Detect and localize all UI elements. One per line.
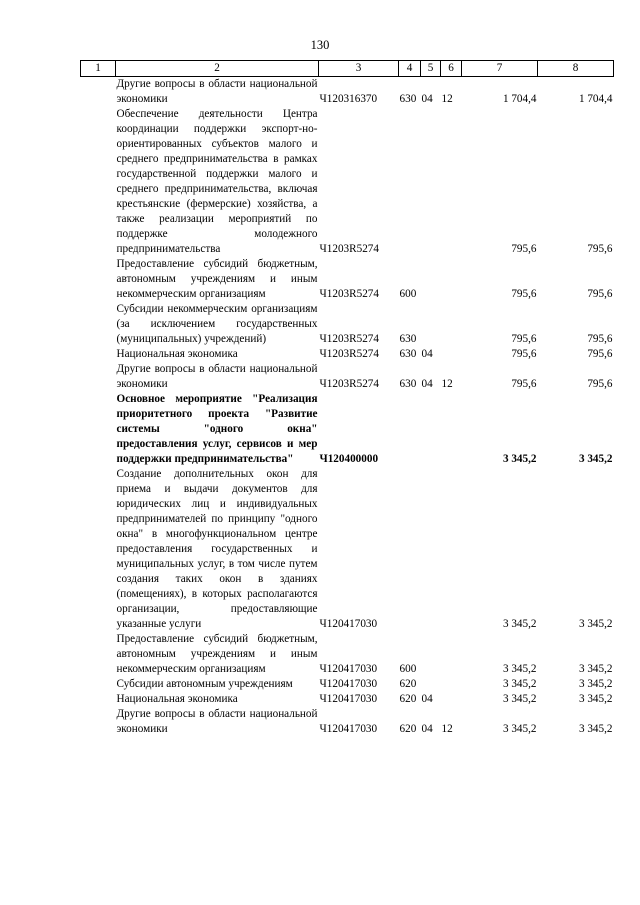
table-row — [81, 107, 614, 257]
row-col-6 — [441, 677, 462, 692]
page-number: 130 — [310, 38, 330, 52]
row-code: Ч1203R5274 — [319, 288, 379, 300]
row-col-5 — [421, 677, 441, 692]
row-code: Ч120417030 — [319, 693, 378, 705]
table-row — [81, 632, 614, 677]
row-col-1 — [81, 77, 116, 108]
row-col-4: 620 — [399, 678, 417, 690]
row-col-4: 620 — [399, 723, 417, 735]
row-name: Создание дополнительных окон для приема и выдачи документов для юридических лиц и индивидуальных предпринимателей по принципу "одного окна" в многофункциональном центре предоставления государственных и муниципальных услуг, в том числе путем создания таких окон в зданиях (помещениях), в которых располагаются организации, предоставляющие указанные услуги — [116, 468, 318, 630]
row-col-8: 3 345,2 — [578, 678, 613, 690]
row-col-5 — [421, 392, 441, 467]
row-col-4: 600 — [399, 663, 417, 675]
row-name: Предоставление субсидий бюджетным, автономным учреждениям и иным некоммерческим организациям — [116, 633, 318, 675]
table-row — [81, 362, 614, 392]
row-col-4: 630 — [399, 348, 417, 360]
row-col-6 — [441, 302, 462, 347]
row-name: Основное мероприятие "Реализация приоритетного проекта "Развитие системы "одного окна" предоставления услуг, сервисов и мер поддержки предпринимательства" — [116, 393, 318, 465]
row-col-1 — [81, 392, 116, 467]
row-code: Ч1203R5274 — [319, 378, 379, 390]
table-row — [81, 467, 614, 632]
row-name: Субсидии некоммерческим организациям (за исключением государственных (муниципальных) учреждений) — [116, 303, 318, 345]
row-col-4: 630 — [399, 93, 417, 105]
row-col-7: 3 345,2 — [502, 723, 537, 735]
row-col-1 — [81, 107, 116, 257]
row-col-6 — [441, 347, 462, 362]
table-row — [81, 707, 614, 737]
table-row — [81, 257, 614, 302]
row-code: Ч120400000 — [319, 453, 379, 465]
row-col-1 — [81, 347, 116, 362]
row-col-6: 12 — [441, 93, 453, 105]
row-col-1 — [81, 467, 116, 632]
row-col-8: 3 345,2 — [578, 663, 613, 675]
row-col-5: 04 — [421, 693, 433, 705]
row-col-8: 3 345,2 — [578, 693, 613, 705]
row-col-7: 1 704,4 — [502, 93, 537, 105]
table-row — [81, 392, 614, 467]
table-row — [81, 77, 614, 108]
row-col-4 — [399, 392, 421, 467]
row-col-1 — [81, 677, 116, 692]
row-col-7: 795,6 — [511, 243, 537, 255]
header-col-4: 4 — [399, 61, 421, 77]
row-col-6 — [441, 692, 462, 707]
row-code: Ч120417030 — [319, 618, 378, 630]
row-name: Другие вопросы в области национальной экономики — [116, 708, 318, 735]
row-col-5: 04 — [421, 378, 433, 390]
row-col-8: 795,6 — [587, 348, 613, 360]
row-col-7: 795,6 — [511, 288, 537, 300]
row-name: Другие вопросы в области национальной экономики — [116, 78, 318, 105]
row-col-8: 3 345,2 — [578, 618, 613, 630]
row-name: Другие вопросы в области национальной экономики — [116, 363, 318, 390]
row-col-7: 3 345,2 — [502, 453, 537, 465]
row-col-1 — [81, 632, 116, 677]
row-name: Предоставление субсидий бюджетным, автономным учреждениям и иным некоммерческим организациям — [116, 258, 318, 300]
row-name: Национальная экономика — [116, 693, 238, 705]
header-row — [81, 61, 614, 77]
header-col-8: 8 — [538, 61, 614, 77]
header-col-1: 1 — [81, 61, 116, 77]
row-col-1 — [81, 707, 116, 737]
row-col-5: 04 — [421, 723, 433, 735]
header-col-6: 6 — [441, 61, 462, 77]
table-row — [81, 302, 614, 347]
row-code: Ч1203R5274 — [319, 348, 379, 360]
row-col-6 — [441, 257, 462, 302]
row-col-5: 04 — [421, 93, 433, 105]
row-col-7: 795,6 — [511, 378, 537, 390]
row-code: Ч1203R5274 — [319, 333, 379, 345]
row-col-7: 3 345,2 — [502, 693, 537, 705]
row-col-8: 3 345,2 — [578, 723, 613, 735]
row-col-1 — [81, 362, 116, 392]
row-col-1 — [81, 257, 116, 302]
row-col-8: 795,6 — [587, 243, 613, 255]
row-col-5 — [421, 467, 441, 632]
table-row — [81, 347, 614, 362]
header-col-3: 3 — [319, 61, 399, 77]
row-col-5 — [421, 257, 441, 302]
row-code: Ч120417030 — [319, 723, 378, 735]
row-code: Ч1203R5274 — [319, 243, 379, 255]
row-col-5: 04 — [421, 348, 433, 360]
row-col-1 — [81, 302, 116, 347]
row-col-6: 12 — [441, 723, 453, 735]
row-col-7: 795,6 — [511, 348, 537, 360]
row-col-6 — [441, 392, 462, 467]
row-col-4: 630 — [399, 378, 417, 390]
row-col-4: 620 — [399, 693, 417, 705]
row-col-7: 795,6 — [511, 333, 537, 345]
budget-table — [80, 60, 614, 737]
row-name: Субсидии автономным учреждениям — [116, 678, 293, 690]
row-col-8: 3 345,2 — [578, 453, 613, 465]
table-row — [81, 692, 614, 707]
row-col-4: 630 — [399, 333, 417, 345]
row-col-4 — [399, 107, 421, 257]
row-col-6 — [441, 107, 462, 257]
row-code: Ч120417030 — [319, 678, 378, 690]
row-col-4 — [399, 467, 421, 632]
row-col-5 — [421, 632, 441, 677]
row-col-5 — [421, 107, 441, 257]
row-code: Ч120417030 — [319, 663, 378, 675]
header-col-5: 5 — [421, 61, 441, 77]
row-code: Ч120316370 — [319, 93, 378, 105]
row-col-1 — [81, 692, 116, 707]
row-col-8: 1 704,4 — [578, 93, 613, 105]
row-col-7: 3 345,2 — [502, 618, 537, 630]
row-name: Национальная экономика — [116, 348, 238, 360]
row-col-7: 3 345,2 — [502, 678, 537, 690]
table-body — [81, 77, 614, 738]
table-row — [81, 677, 614, 692]
row-col-8: 795,6 — [587, 378, 613, 390]
row-col-8: 795,6 — [587, 288, 613, 300]
row-col-7: 3 345,2 — [502, 663, 537, 675]
row-col-6 — [441, 632, 462, 677]
row-name: Обеспечение деятельности Центра координации поддержки экспорт-но-ориентированных субъектов малого и среднего предпринимательства в рамках государственной поддержки малого и среднего предпринимательства, включая крестьянские (фермерские) хозяйства, а также реализации мероприятий по поддержке молодежного предпринимательства — [116, 108, 318, 255]
row-col-4: 600 — [399, 288, 417, 300]
header-col-2: 2 — [116, 61, 319, 77]
row-col-5 — [421, 302, 441, 347]
row-col-8: 795,6 — [587, 333, 613, 345]
row-col-6 — [441, 467, 462, 632]
header-col-7: 7 — [462, 61, 538, 77]
row-col-6: 12 — [441, 378, 453, 390]
